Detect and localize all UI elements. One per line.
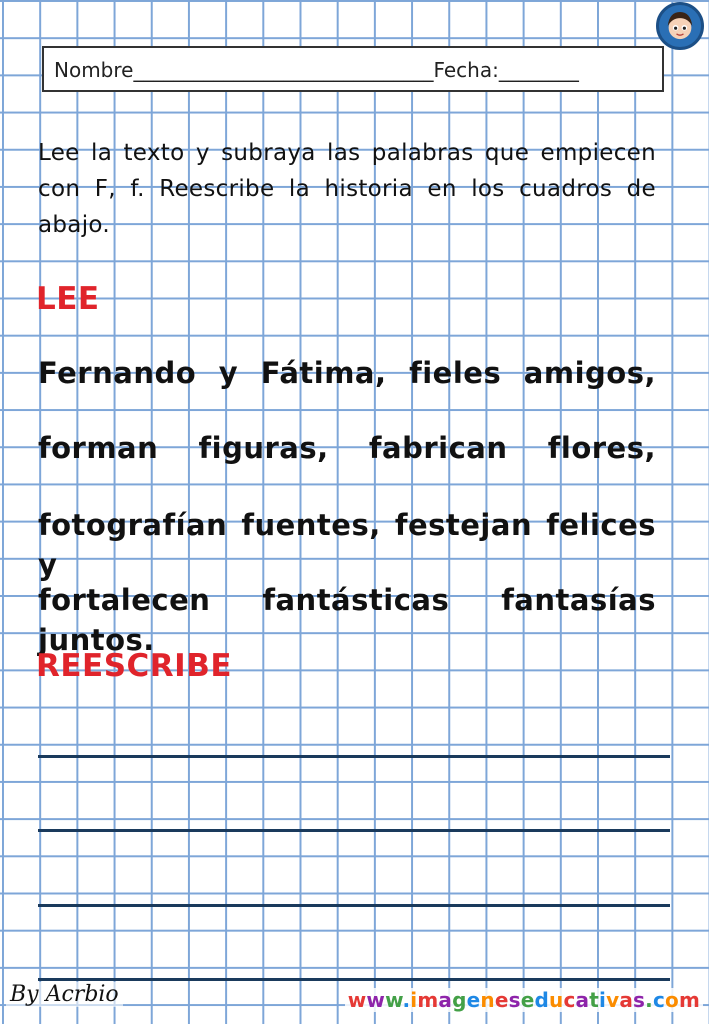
website-link[interactable]: www.imageneseducativas.com bbox=[345, 988, 703, 1012]
story-line-4: fortalecen fantásticas fantasías juntos. bbox=[38, 583, 656, 657]
writing-line-1[interactable] bbox=[38, 755, 670, 758]
writing-line-3[interactable] bbox=[38, 904, 670, 907]
writing-line-4[interactable] bbox=[38, 978, 670, 981]
story-line-1: Fernando y Fátima, fieles amigos, bbox=[38, 356, 656, 390]
section-title-lee: LEE bbox=[36, 281, 100, 317]
section-title-reescribe: REESCRIBE bbox=[36, 648, 233, 684]
girl-face-icon bbox=[659, 5, 701, 47]
name-date-field[interactable]: Nombre______________________________Fecha:________ bbox=[42, 46, 664, 92]
writing-line-2[interactable] bbox=[38, 829, 670, 832]
story-line-3: fotografían fuentes, festejan felices y bbox=[38, 508, 656, 582]
author-signature: By Acrbio bbox=[6, 982, 123, 1007]
instructions-text: Lee la texto y subraya las palabras que empiecen con F, f. Reescribe la historia en los cuadros de abajo. bbox=[38, 140, 656, 238]
story-line-2: forman figuras, fabrican flores, bbox=[38, 431, 656, 465]
avatar-logo bbox=[656, 2, 704, 50]
